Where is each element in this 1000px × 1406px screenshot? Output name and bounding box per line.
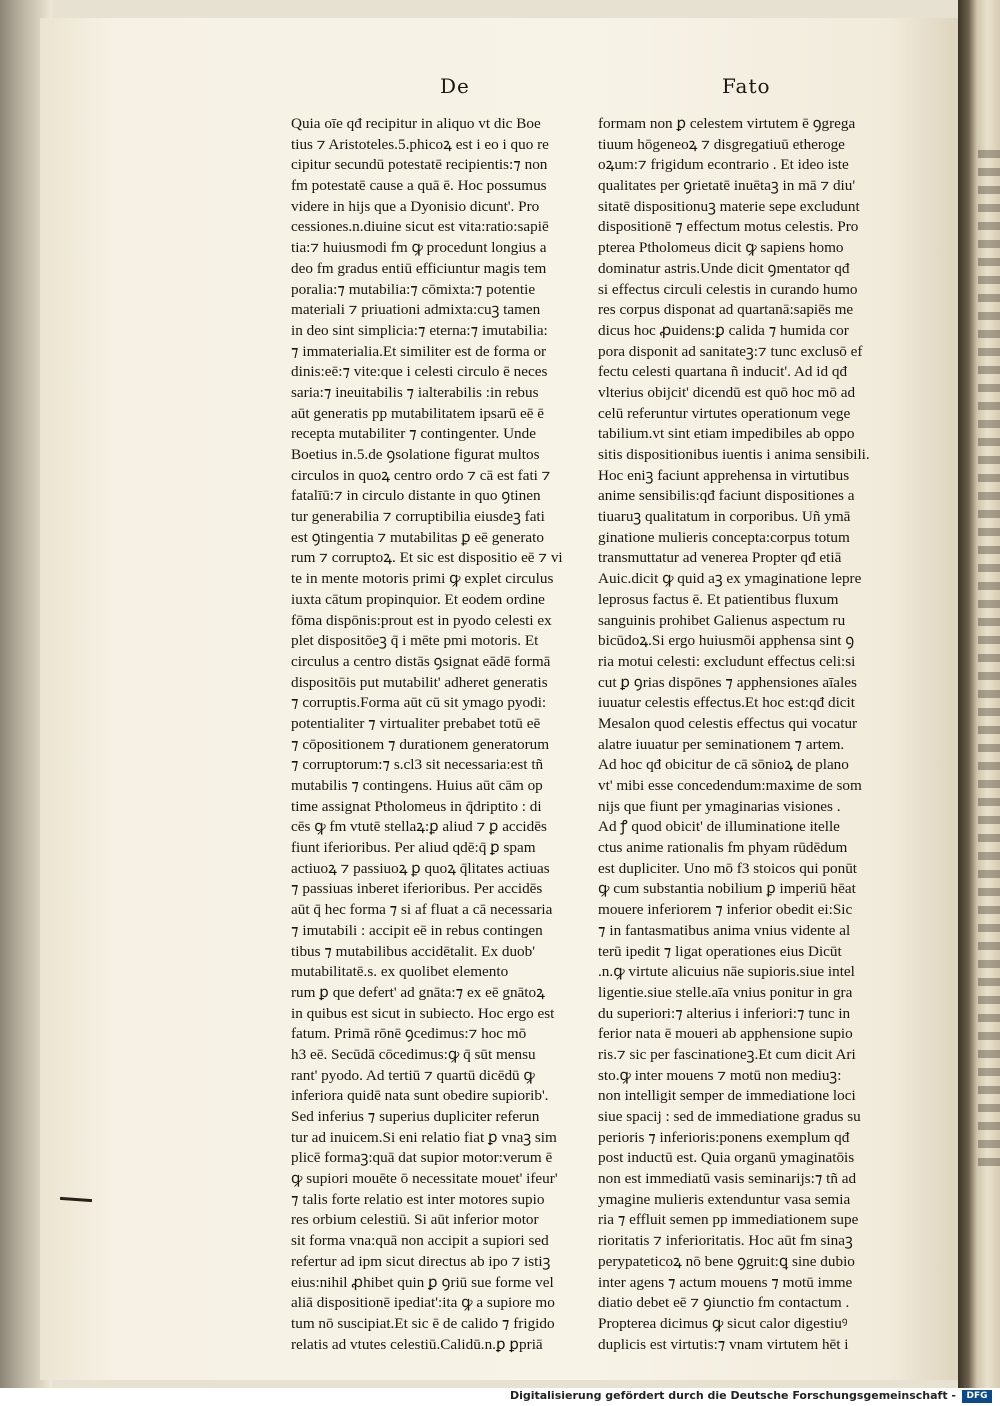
text-line: terū ipedit ⁊ ligat operationes eius Dicūt bbox=[598, 942, 842, 960]
text-line: bicūdoꝝ.Si ergo huiusmōi apphensa sint ꝯ bbox=[598, 632, 855, 650]
text-line: ⁊ passiuas inberet iferioribus. Per accidēs bbox=[291, 880, 543, 898]
text-line: inferiora quidē nata sunt obedire supiorib'. bbox=[291, 1087, 549, 1105]
running-head-left: De bbox=[440, 74, 470, 98]
text-line: mutabilitatē.s. ex quolibet elemento bbox=[291, 963, 509, 981]
text-column-left bbox=[291, 114, 581, 1355]
text-line: est ꝯtingentia ⁊ mutabilitas ꝑ eē generato bbox=[291, 528, 544, 546]
text-line: rum ⁊ corruptoꝝ. Et sic est dispositio eē ⁊ vi bbox=[291, 549, 563, 567]
text-line: tiuaruꝫ qualitatum in corporibus. Uñ ymā bbox=[598, 508, 851, 526]
text-line: perioris ⁊ inferioris:ponens exemplum qđ bbox=[598, 1128, 850, 1146]
text-line: ⁊ in fantasmatibus anima vnius vidente al bbox=[598, 921, 851, 939]
text-line: Ad ꝭ quod obicit' de illuminatione itelle bbox=[598, 818, 840, 836]
text-line: rant' pyodo. Ad tertiū ⁊ quartū dicēdū ꝙ bbox=[291, 1066, 535, 1084]
text-line: rum ꝑ que defert' ad gnāta:⁊ ex eē gnātoꝝ bbox=[291, 983, 545, 1001]
text-line: tum nō suscipiat.Et sic ē de calido ⁊ frigido bbox=[291, 1314, 555, 1332]
text-line: ⁊ cōpositionem ⁊ durationem generatorum bbox=[291, 735, 550, 753]
text-line: ⁊ imutabili : accipit eē in rebus contingen bbox=[291, 921, 543, 939]
text-line: dispositionē ⁊ effectum motus celestis. Pro bbox=[598, 218, 859, 236]
text-line: Sed inferius ⁊ superius dupliciter referun bbox=[291, 1108, 540, 1125]
text-line: pora disponit ad sanitateꝫ:⁊ tunc exclusō ef bbox=[598, 342, 863, 360]
text-line: post inductū est. Quia organū ymaginatōis bbox=[598, 1149, 855, 1167]
text-line: aūt generatis pp mutabilitatem ipsarū eē ē bbox=[291, 404, 545, 422]
text-line: aūt q̄ hec forma ⁊ si af fluat a cā necessaria bbox=[291, 901, 553, 919]
text-line: anime sensibilis:qđ faciunt dispositiones a bbox=[598, 487, 855, 505]
text-line: qualitates per ꝯrietatē inuētaꝫ in mā ⁊ diu' bbox=[598, 177, 856, 195]
text-line: ꝙ supiori mouēte ō necessitate mouet' ifeur' bbox=[291, 1170, 558, 1188]
funding-credit: Digitalisierung gefördert durch die Deutsche Forschungsgemeinschaft - bbox=[509, 1389, 956, 1402]
text-line: iuxta cātum propinquior. Et eodem ordine bbox=[291, 590, 545, 608]
text-line: tibus ⁊ mutabilibus accidētalit. Ex duob' bbox=[291, 942, 535, 960]
text-line: est dupliciter. Uno mō f3 stoicos qui ponūt bbox=[598, 859, 858, 877]
text-line: mouere inferiorem ⁊ inferior obedit ei:Sic bbox=[598, 901, 853, 919]
text-line: ⁊ corruptis.Forma aūt cū sit ymago pyodi: bbox=[291, 694, 547, 712]
text-line: fiunt iferioribus. Per aliud qdē:q̄ ꝑ spam bbox=[291, 839, 536, 857]
text-line: ctus anime rationalis fm phyam rūdēdum bbox=[598, 839, 848, 857]
text-line: sto.ꝙ inter mouens ⁊ motū non mediuꝫ: bbox=[598, 1066, 842, 1084]
dfg-logo: DFG bbox=[962, 1390, 992, 1403]
text-line: ꝙ cum substantia nobilium ꝑ imperiū hēat bbox=[598, 880, 856, 898]
text-column-right bbox=[598, 114, 898, 1355]
text-line: cessiones.n.diuine sicut est vita:ratio:sapiē bbox=[291, 218, 549, 236]
text-line: dominatur astris.Unde dicit ꝯmentator qđ bbox=[598, 259, 850, 277]
text-line: time assignat Ptholomeus in q̄driptito : di bbox=[291, 797, 542, 815]
text-line: formam non ꝑ celestem virtutem ē ꝯgrega bbox=[598, 115, 856, 132]
text-line: sitatē dispositionuꝫ materie sepe excludunt bbox=[598, 197, 860, 215]
text-line: saria:⁊ ineuitabilis ⁊ ialterabilis :in rebus bbox=[291, 383, 539, 401]
text-line: mutabilis ⁊ contingens. Huius aūt cām op bbox=[291, 777, 543, 794]
text-line: fm potestatē cause a quā ē. Hoc possumus bbox=[291, 177, 547, 195]
text-line: duplicis est virtutis:⁊ vnam virtutem hēt i bbox=[598, 1335, 849, 1353]
text-line: ymagine mulieris extenduntur vasa semia bbox=[598, 1190, 851, 1208]
text-line: relatis ad vtutes celestiū.Calidū.n.ꝑ ꝑpriā bbox=[291, 1335, 543, 1353]
text-line: sitis dispositionibus iuentis i anima sensibili. bbox=[598, 446, 870, 463]
text-line: circulos in quoꝝ centro ordo ⁊ cā est fati ⁊ bbox=[291, 466, 551, 484]
text-line: Hoc eniꝫ faciunt apprehensa in virtutibus bbox=[598, 466, 850, 484]
text-line: inter agens ⁊ actum mouens ⁊ motū imme bbox=[598, 1273, 853, 1291]
text-line: sanguinis prohibet Galienus aspectum ru bbox=[598, 611, 846, 629]
text-line: Ad hoc qđ obicitur de cā sōnioꝝ de plano bbox=[598, 756, 849, 774]
text-line: iuuatur celestis effectus.Et hoc est:qđ dicit bbox=[598, 694, 855, 712]
text-line: fōma dispōnis:prout est in pyodo celesti ex bbox=[291, 611, 552, 629]
text-line: potentialiter ⁊ virtualiter prebabet totū eē bbox=[291, 714, 541, 732]
running-head-right: Fato bbox=[722, 74, 771, 98]
text-line: alatre iuuatur per seminationem ⁊ artem. bbox=[598, 735, 845, 753]
text-line: res corpus disponat ad quartanā:sapiēs me bbox=[598, 301, 854, 319]
text-line: ginatione mulieris concepta:corpus totum bbox=[598, 528, 850, 546]
text-line: materiali ⁊ priuationi admixta:cuꝫ tamen bbox=[291, 301, 541, 319]
text-line: Boetius in.5.de ꝯsolatione figurat multos bbox=[291, 446, 540, 463]
text-line: cut ꝑ ꝯrias dispōnes ⁊ apphensiones aīales bbox=[598, 673, 857, 691]
text-line: in quibus est sicut in subiecto. Hoc ergo est bbox=[291, 1004, 555, 1022]
text-line: ria motui celesti: excludunt effectus celi:si bbox=[598, 652, 856, 670]
text-line: plicē formaꝫ:quā dat supior motor:verum ē bbox=[291, 1149, 553, 1167]
text-line: tur ad inuicem.Si eni relatio fiat ꝑ vnaꝫ sim bbox=[291, 1128, 557, 1146]
text-line: eius:nihil ꝓhibet quin ꝑ ꝯriū sue forme vel bbox=[291, 1273, 554, 1291]
text-line: fatalīū:⁊ in circulo distante in quo ꝯtinen bbox=[291, 487, 541, 505]
text-line: rioritatis ⁊ inferioritatis. Hoc aūt fm sinaꝫ bbox=[598, 1232, 853, 1250]
text-line: actiuoꝝ ⁊ passiuoꝝ ꝑ quoꝝ q̄litates actiuas bbox=[291, 859, 550, 877]
text-line: videre in hijs que a Dyonisio dicunt'. Pro bbox=[291, 197, 540, 215]
text-line: ria ⁊ effluit semen pp immediationem supe bbox=[598, 1211, 859, 1229]
text-line: nijs que fiunt per ymaginarias visiones . bbox=[598, 797, 841, 815]
text-line: h3 eē. Secūdā cōcedimus:ꝙ q̄ sūt mensu bbox=[291, 1045, 536, 1063]
text-line: dispositōis put mutabilit' adheret generatis bbox=[291, 673, 548, 691]
text-line: Mesalon quod celestis effectus qui vocatur bbox=[598, 714, 858, 732]
text-line: leprosus factus ē. Et patientibus fluxum bbox=[598, 590, 839, 608]
text-line: tur generabilia ⁊ corruptibilia eiusdeꝫ fati bbox=[291, 508, 545, 526]
text-line: aliā dispositionē ipediat':ita ꝙ a supiore mo bbox=[291, 1294, 555, 1312]
text-line: te in mente motoris primi ꝙ explet circulus bbox=[291, 570, 554, 588]
text-line: tabilium.vt sint etiam impedibiles ab oppo bbox=[598, 425, 855, 443]
text-line: tia:⁊ huiusmodi fm ꝙ procedunt longius a bbox=[291, 239, 547, 257]
text-line: du superiori:⁊ alterius i inferiori:⁊ tunc in bbox=[598, 1004, 851, 1022]
text-line: celū referuntur virtutes operationum vege bbox=[598, 404, 851, 422]
text-line: non intelligit semper de immediatione loci bbox=[598, 1087, 856, 1105]
text-line: circulus a centro distās ꝯsignat eādē formā bbox=[291, 652, 551, 670]
text-line: refertur ad ipm sicut directus ab ipo ⁊ istiꝫ bbox=[291, 1252, 551, 1270]
text-line: cēs ꝙ fm vtutē stellaꝝ:ꝑ aliud ⁊ ꝑ accidēs bbox=[291, 818, 547, 836]
text-line: ⁊ immaterialia.Et similiter est de forma or bbox=[291, 342, 547, 360]
text-line: .n.ꝙ virtute alicuius nāe supioris.siue intel bbox=[598, 963, 855, 981]
text-line: sit forma vna:quā non accipit a supiori sed bbox=[291, 1232, 549, 1250]
text-line: deo fm gradus entiū efficiuntur magis tem bbox=[291, 259, 547, 277]
text-line: ⁊ corruptorum:⁊ s.cl3 sit necessaria:est tñ bbox=[291, 756, 544, 774]
text-line: pterea Ptholomeus dicit ꝙ sapiens homo bbox=[598, 239, 844, 257]
text-line: poralia:⁊ mutabilia:⁊ cōmixta:⁊ potentie bbox=[291, 280, 536, 298]
text-line: vlterius obijcit' dicendū est quō hoc mō ad bbox=[598, 383, 856, 401]
text-line: plet dispositōeꝫ q̄ i mēte pmi motoris. Et bbox=[291, 632, 539, 650]
text-line: ris.⁊ sic per fascinationeꝫ.Et cum dicit Ari bbox=[598, 1045, 856, 1063]
text-line: cipitur secundū potestatē recipientis:⁊ non bbox=[291, 156, 548, 174]
text-line: fatum. Primā rōnē ꝯcedimus:⁊ hoc mō bbox=[291, 1025, 527, 1043]
text-line: Auic.dicit ꝙ quid aꝫ ex ymaginatione lepre bbox=[598, 570, 862, 588]
text-line: non est immediatū vasis seminarijs:⁊ tñ ad bbox=[598, 1170, 857, 1188]
text-line: Propterea dicimus ꝙ sicut calor digestiuꝰ bbox=[598, 1314, 848, 1332]
text-line: diatio debet eē ⁊ ꝯiunctio fm contactum . bbox=[598, 1294, 850, 1312]
text-line: vt' mibi esse concedendum:maxime de som bbox=[598, 777, 862, 794]
text-line: dinis:eē:⁊ vite:que i celesti circulo ē neces bbox=[291, 363, 548, 381]
footer-bar bbox=[0, 1388, 1000, 1406]
text-line: perypateticoꝝ nō bene ꝯgruit:ꝗ sine dubio bbox=[598, 1252, 855, 1270]
text-line: oꝝum:⁊ frigidum econtrario . Et ideo iste bbox=[598, 156, 849, 174]
facing-page-text-fragment bbox=[978, 150, 1000, 1170]
text-line: tiuum hōgeneoꝝ ⁊ disgregatiuū etheroge bbox=[598, 135, 845, 153]
text-line: tius ⁊ Aristoteles.5.phicoꝝ est i eo i quo re bbox=[291, 135, 549, 153]
text-line: recepta mutabiliter ⁊ contingenter. Unde bbox=[291, 425, 536, 443]
text-line: ⁊ talis forte relatio est inter motores supio bbox=[291, 1190, 545, 1208]
text-line: transmuttatur ad venerea Propter qđ etiā bbox=[598, 549, 842, 567]
text-line: ferior nata ē moueri ab apphensione supio bbox=[598, 1025, 853, 1043]
text-line: res orbium celestiū. Si aūt inferior motor bbox=[291, 1211, 539, 1229]
text-line: in deo sint simplicia:⁊ eterna:⁊ imutabilia: bbox=[291, 321, 548, 339]
text-line: ligentie.siue stelle.aīa vnius ponitur in gra bbox=[598, 983, 853, 1001]
text-line: dicus hoc ꝓuidens:ꝑ calida ⁊ humida cor bbox=[598, 321, 849, 339]
text-line: siue spacij : sed de immediatione gradus su bbox=[598, 1108, 861, 1125]
text-line: Quia oīe qđ recipitur in aliquo vt dic Boe bbox=[291, 115, 541, 132]
text-line: fectu celesti quartana ñ inducit'. Ad id qđ bbox=[598, 363, 848, 381]
text-line: si effectus circuli celestis in curando humo bbox=[598, 280, 858, 298]
